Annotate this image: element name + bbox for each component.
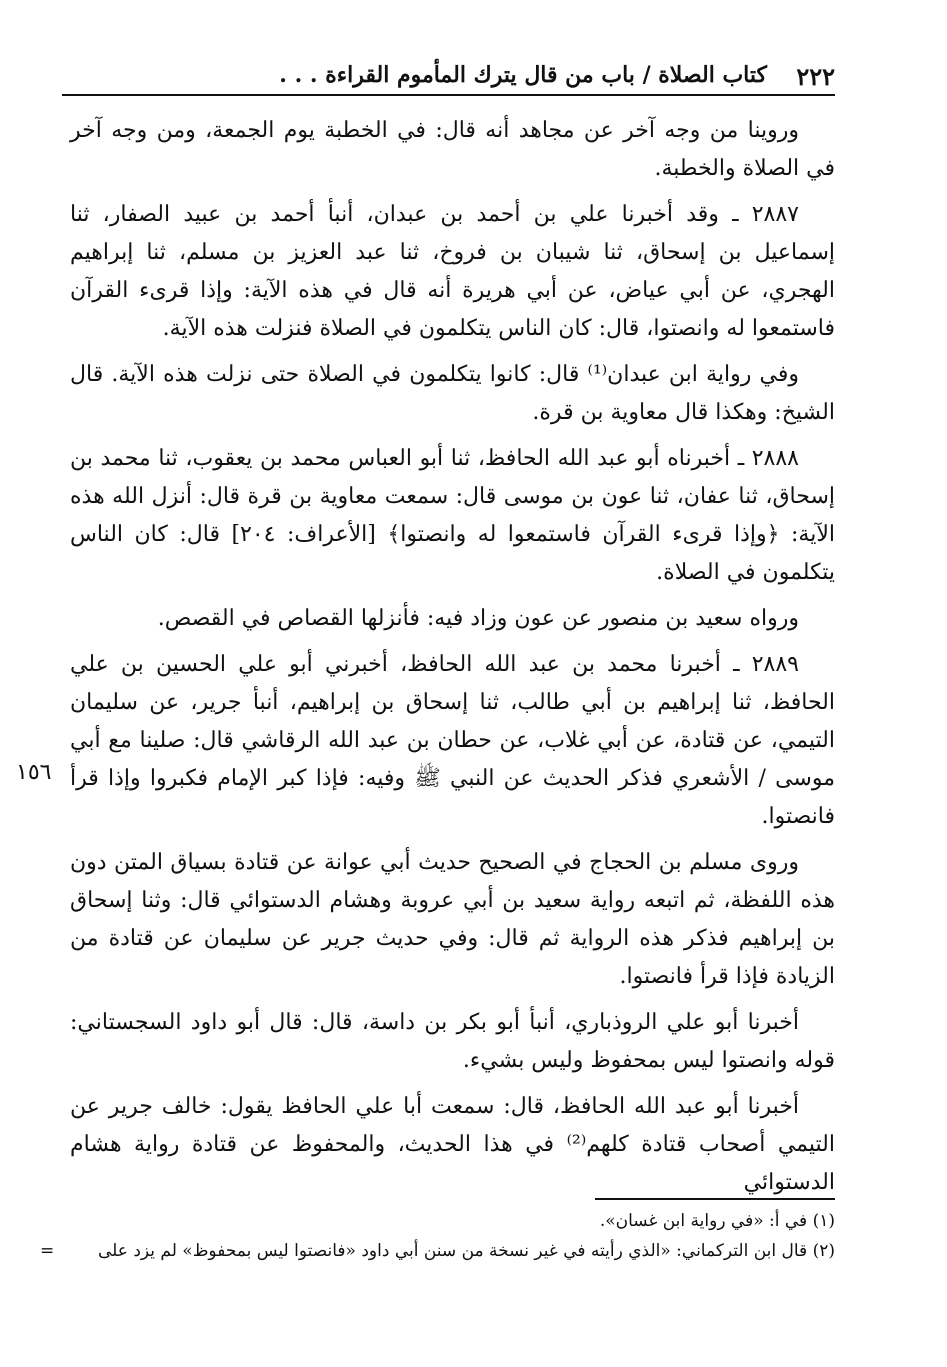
paragraph-2887: ٢٨٨٧ ـ وقد أخبرنا علي بن أحمد بن عبدان، أنبأ أحمد بن عبيد الصفار، ثنا إسماعيل بن إسحاق، ثنا شيبان بن فروخ، ثنا عبد العزيز بن مسلم، ثنا إبراهيم الهجري، عن أبي عياض، عن أبي هريرة أنه قال في هذه الآية: وإذا قرىء القرآن فاستمعوا له وانصتوا، قال: كان الناس يتكلمون في الصلاة فنزلت هذه الآية. [70,202,835,341]
paragraph-9: أخبرنا أبو عبد الله الحافظ، قال: سمعت أبا علي الحافظ يقول: خالف جرير عن التيمي أصحاب قتادة كلهم⁽²⁾ في هذا الحديث، والمحفوظ عن قتادة رواية هشام الدستوائي [70,1094,835,1195]
header-rule [62,94,835,96]
paragraph-3: وفي رواية ابن عبدان⁽¹⁾ قال: كانوا يتكلمون في الصلاة حتى نزلت هذه الآية. قال الشيخ: وهكذا قال معاوية بن قرة. [70,362,835,425]
running-header [62,62,835,96]
paragraph-1: وروينا من وجه آخر عن مجاهد أنه قال: في الخطبة يوم الجمعة، ومن وجه آخر في الصلاة والخطبة. [70,118,835,181]
footnote-1: (١) في أ: «في رواية ابن غسان». [599,1211,835,1231]
main-text [70,112,835,1210]
margin-page-reference: ١٥٦ [16,760,52,785]
footnote-continuation-mark: = [40,1241,55,1261]
footnotes [40,1206,835,1266]
paragraph-2888: ٢٨٨٨ ـ أخبرناه أبو عبد الله الحافظ، ثنا أبو العباس محمد بن يعقوب، ثنا محمد بن إسحاق، ثنا عفان، ثنا عون بن موسى قال: سمعت معاوية بن قرة قال: أنزل الله هذه الآية: ﴿وإذا قرىء القرآن فاستمعوا له وانصتوا﴾ [الأعراف: ٢٠٤] قال: كان الناس يتكلمون في الصلاة. [70,446,835,585]
page-number: ٢٢٢ [796,62,835,91]
chapter-title: كتاب الصلاة / باب من قال يترك المأموم القراءة . . . [279,62,767,88]
footnote-rule [595,1198,835,1200]
footnote-2 [40,1236,835,1266]
paragraph-2889: ٢٨٨٩ ـ أخبرنا محمد بن عبد الله الحافظ، أخبرني أبو علي الحسين بن علي الحافظ، ثنا إبراهيم بن أبي طالب، ثنا إسحاق بن إبراهيم، أنبأ جرير، عن سليمان التيمي، عن قتادة، عن أبي غلاب، عن حطان بن عبد الله الرقاشي قال: صلينا مع أبي موسى / الأشعري فذكر الحديث عن النبي ﷺ وفيه: فإذا كبر الإمام فكبروا وإذا قرأ فانصتوا. [70,652,835,829]
paragraph-8: أخبرنا أبو علي الروذباري، أنبأ أبو بكر بن داسة، قال: قال أبو داود السجستاني: قوله وانصتوا ليس بمحفوظ وليس بشيء. [70,1010,835,1073]
footnote-2-text: (٢) قال ابن التركماني: «الذي رأيته في غير نسخة من سنن أبي داود «فانصتوا ليس بمحفوظ» لم يزد على [97,1241,835,1261]
paragraph-7: وروى مسلم بن الحجاج في الصحيح حديث أبي عوانة عن قتادة بسياق المتن دون هذه اللفظة، ثم اتبعه رواية سعيد بن أبي عروبة وهشام الدستوائي قال: وثنا إسحاق بن إبراهيم فذكر هذه الرواية ثم قال: وفي حديث جرير عن سليمان عن قتادة من الزيادة فإذا قرأ فانصتوا. [70,850,835,989]
paragraph-5: ورواه سعيد بن منصور عن عون وزاد فيه: فأنزلها القصاص في القصص. [157,606,799,631]
